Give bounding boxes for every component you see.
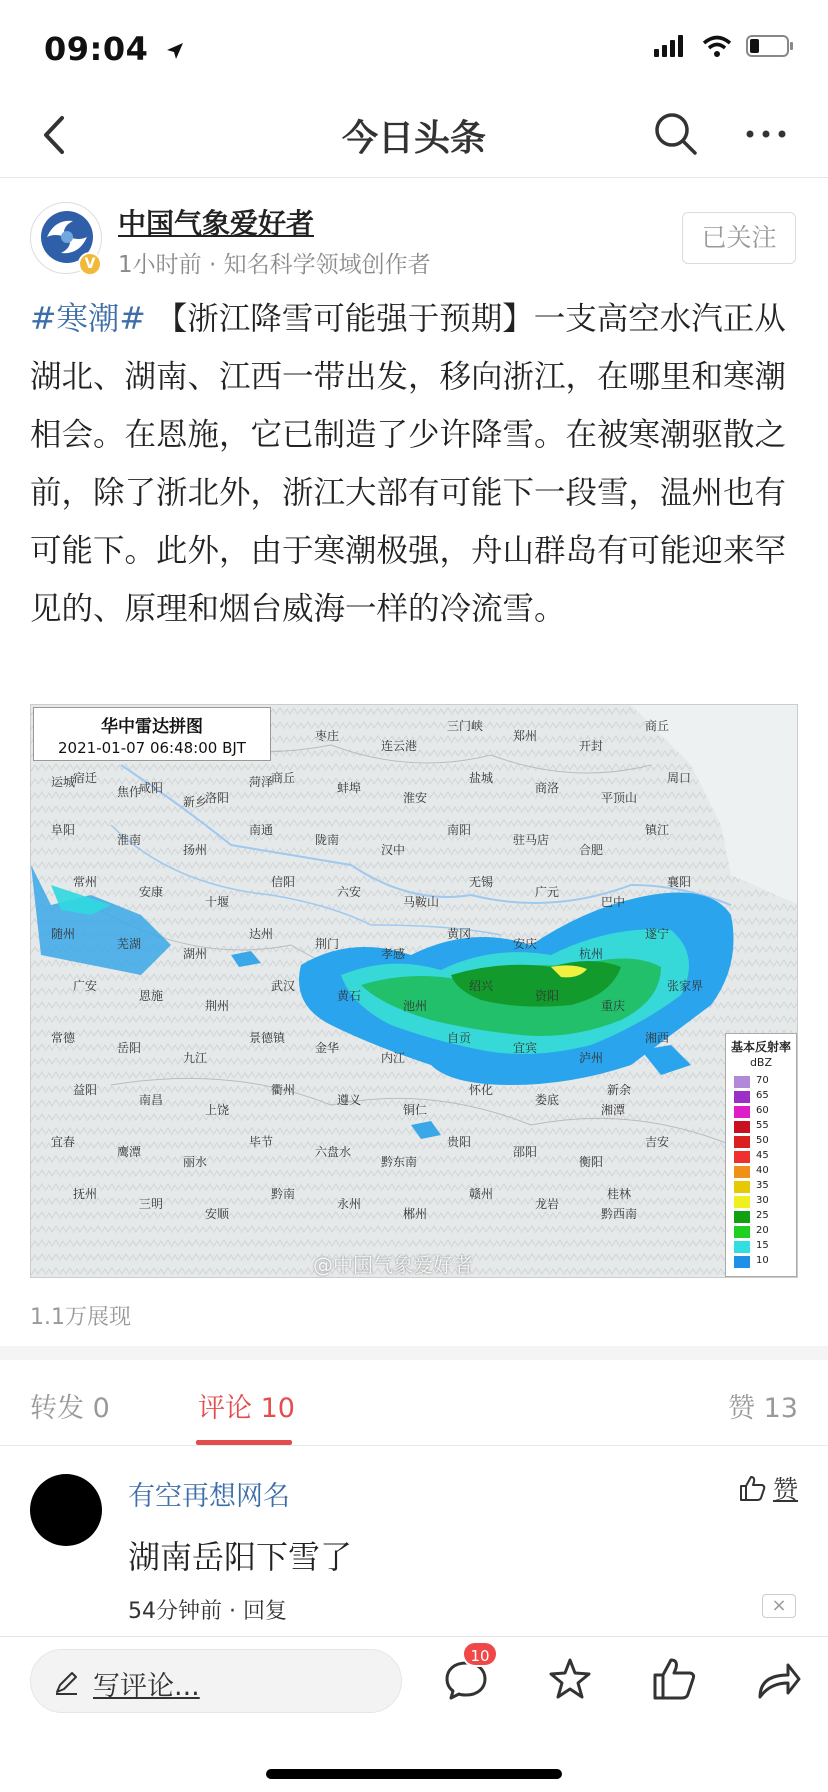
map-city-label: 益阳 [73,1083,98,1097]
bottom-action-bar [0,1636,828,1792]
location-arrow-icon [164,40,186,62]
pencil-icon [53,1668,81,1696]
map-city-label: 黄冈 [447,927,472,941]
map-city-label: 菏泽 [249,775,274,789]
map-time: 2021-01-07 06:48:00 BJT [58,739,246,757]
legend-value: 70 [756,1075,769,1086]
map-city-label: 宜宾 [513,1041,538,1055]
map-city-label: 荆门 [315,937,340,951]
comment-like-label: 赞 [772,1475,798,1504]
map-city-label: 郑州 [513,729,538,743]
map-city-label: 新余 [607,1083,632,1097]
map-city-label: 驻马店 [513,833,550,847]
legend-swatch [734,1226,750,1238]
share-icon[interactable] [752,1653,804,1705]
map-city-label: 扬州 [183,843,208,857]
map-city-label: 淮安 [403,791,428,805]
interaction-tabs [0,1360,828,1446]
legend-swatch [734,1136,750,1148]
legend-row [734,1076,794,1088]
map-city-label: 安康 [139,885,164,899]
legend-title: 基本反射率 [730,1040,791,1054]
legend-row [734,1106,794,1118]
map-city-label: 常德 [51,1031,76,1045]
map-city-label: 抚州 [73,1187,98,1201]
map-city-label: 洛阳 [205,791,230,805]
author-meta: 1小时前 · 知名科学领域创作者 [118,252,431,278]
map-city-label: 湘西 [645,1031,670,1045]
legend-row [734,1151,794,1163]
map-city-label: 黄石 [337,989,362,1003]
map-city-label: 毕节 [249,1135,274,1149]
map-city-label: 芜湖 [117,937,142,951]
tab-comments[interactable]: 评论 10 [198,1393,295,1424]
legend-row [734,1136,794,1148]
map-city-label: 遂宁 [645,927,670,941]
map-city-label: 金华 [315,1041,340,1055]
legend-swatch [734,1166,750,1178]
map-city-label: 黔西南 [601,1207,638,1221]
map-city-label: 平顶山 [601,791,638,805]
write-comment-input[interactable] [30,1649,402,1713]
map-city-label: 三明 [139,1197,164,1211]
map-city-label: 鹰潭 [117,1145,142,1159]
map-city-label: 安顺 [205,1207,230,1221]
nav-bar [0,94,828,178]
legend-row [734,1256,794,1268]
legend-swatch [734,1106,750,1118]
map-city-label: 内江 [381,1051,406,1065]
legend-swatch [734,1151,750,1163]
legend-value: 40 [756,1165,769,1176]
dismiss-comment-button[interactable]: × [762,1594,796,1618]
tab-forward[interactable]: 转发 0 [30,1393,110,1424]
map-city-label: 南阳 [447,823,472,837]
post-body [30,290,800,638]
map-city-label: 娄底 [535,1093,560,1107]
map-city-label: 淮南 [117,833,142,847]
map-city-label: 泸州 [579,1051,604,1065]
comment-item [0,1446,828,1636]
legend-value: 35 [756,1180,769,1191]
map-city-label: 龙岩 [535,1197,560,1211]
map-city-label: 马鞍山 [403,895,440,909]
legend-swatch [734,1076,750,1088]
signal-icon [654,35,688,57]
map-city-label: 郴州 [403,1207,428,1221]
commenter-name[interactable]: 有空再想网名 [128,1481,290,1512]
map-city-label: 武汉 [271,979,296,993]
map-city-label: 六安 [337,885,362,899]
legend-value: 50 [756,1135,769,1146]
map-city-label: 运城 [51,775,76,789]
post-text: 【浙江降雪可能强于预期】一支高空水汽正从湖北、湖南、江西一带出发，移向浙江，在哪里和寒潮相会。在恩施，它已制造了少许降雪。在被寒潮驱散之前，除了浙北外，浙江大部有可能下一段雪，温州也有可能下。此外，由于寒潮极强，舟山群岛有可能迎来罕见的、原理和烟台威海一样的冷流雪。 [30,301,787,627]
map-city-label: 贵阳 [447,1135,472,1149]
tab-likes[interactable]: 赞 13 [728,1393,798,1424]
legend-unit: dBZ [749,1056,773,1069]
map-city-label: 枣庄 [315,729,340,743]
radar-map-image[interactable] [30,704,798,1278]
status-icons [654,34,794,58]
map-city-label: 陇南 [315,833,340,847]
map-title-box [33,707,271,761]
map-city-label: 绍兴 [469,979,494,993]
map-city-label: 桂林 [607,1187,632,1201]
map-city-label: 咸阳 [139,781,164,795]
legend-swatch [734,1181,750,1193]
map-city-label: 无锡 [469,875,494,889]
map-city-label: 吉安 [645,1135,670,1149]
map-city-label: 常州 [73,875,98,889]
map-city-label: 景德镇 [249,1031,286,1045]
map-city-label: 自贡 [447,1031,472,1045]
map-city-label: 丽水 [183,1155,208,1169]
map-city-label: 遵义 [337,1093,362,1107]
map-city-label: 铜仁 [403,1103,428,1117]
map-city-label: 商丘 [645,719,670,733]
map-city-label: 安庆 [513,937,538,951]
map-city-label: 商丘 [271,771,296,785]
map-city-label: 湖州 [183,947,208,961]
legend-row [734,1226,794,1238]
map-title: 华中雷达拼图 [101,717,203,737]
legend-row [734,1196,794,1208]
map-city-label: 孝感 [381,947,406,961]
legend-swatch [734,1241,750,1253]
map-city-label: 资阳 [535,989,560,1003]
map-city-label: 宜春 [51,1135,76,1149]
map-city-label: 襄阳 [667,875,692,889]
comment-meta[interactable]: 54分钟前 · 回复 [128,1599,287,1624]
legend-value: 30 [756,1195,769,1206]
author-row [0,198,828,286]
author-name[interactable]: 中国气象爱好者 [118,207,315,240]
map-city-label: 镇江 [645,823,670,837]
legend-row [734,1091,794,1103]
tab-active-indicator [196,1440,292,1445]
map-city-label: 巴中 [601,895,626,909]
comment-text: 湖南岳阳下雪了 [128,1538,353,1576]
comment-count-badge: 10 [462,1641,498,1667]
map-city-label: 宿迁 [73,771,98,785]
watermark: @中国气象爱好者 [313,1253,473,1277]
home-indicator [266,1769,562,1779]
legend-swatch [734,1256,750,1268]
map-city-label: 三门峡 [447,719,484,733]
map-legend [725,1033,797,1277]
map-city-label: 南通 [249,823,274,837]
map-city-label: 蚌埠 [337,781,362,795]
thumbs-up-icon [737,1473,767,1503]
map-city-label: 衡阳 [579,1155,604,1169]
map-city-label: 池州 [403,999,428,1013]
map-city-label: 商洛 [535,781,560,795]
follow-button[interactable]: 已关注 [682,212,796,264]
map-city-label: 盐城 [469,771,494,785]
legend-swatch [734,1091,750,1103]
map-city-label: 荆州 [205,999,230,1013]
section-divider [0,1346,828,1360]
legend-value: 45 [756,1150,769,1161]
map-city-label: 合肥 [579,843,604,857]
commenter-avatar[interactable] [30,1474,102,1546]
map-city-label: 达州 [249,927,274,941]
verified-badge-icon: V [78,252,102,276]
impressions-count: 1.1万展现 [30,1305,131,1330]
legend-row [734,1181,794,1193]
legend-row [734,1166,794,1178]
legend-row [734,1211,794,1223]
wifi-icon [702,35,732,57]
map-city-label: 广安 [73,979,98,993]
clock: 09:04 [44,30,149,68]
hashtag-link[interactable]: #寒潮# [30,301,146,337]
map-city-label: 广元 [535,885,560,899]
map-city-label: 重庆 [601,999,626,1013]
map-city-label: 上饶 [205,1103,230,1117]
map-city-label: 岳阳 [117,1041,142,1055]
legend-value: 25 [756,1210,769,1221]
like-icon[interactable] [648,1653,700,1705]
legend-swatch [734,1121,750,1133]
legend-value: 60 [756,1105,769,1116]
map-city-label: 南昌 [139,1093,164,1107]
map-city-label: 张家界 [667,979,704,993]
map-city-label: 开封 [579,739,604,753]
write-comment-label: 写评论... [93,1671,200,1702]
map-city-label: 新乡 [183,795,208,809]
search-icon[interactable] [650,108,702,160]
map-city-label: 黔东南 [381,1155,418,1169]
map-city-label: 杭州 [579,947,604,961]
map-city-label: 六盘水 [315,1145,352,1159]
map-city-label: 衢州 [271,1083,296,1097]
legend-value: 10 [756,1255,769,1266]
page-title: 今日头条 [341,118,486,159]
status-time [44,30,186,68]
legend-row [734,1241,794,1253]
map-city-label: 怀化 [469,1083,494,1097]
legend-value: 20 [756,1225,769,1236]
legend-value: 55 [756,1120,769,1131]
map-city-label: 随州 [51,927,76,941]
battery-icon [746,34,794,58]
legend-value: 65 [756,1090,769,1101]
map-city-label: 十堰 [205,895,230,909]
legend-swatch [734,1211,750,1223]
more-icon[interactable] [740,108,792,160]
map-city-label: 阜阳 [51,823,76,837]
legend-row [734,1121,794,1133]
map-city-label: 连云港 [381,739,418,753]
map-city-label: 信阳 [271,875,296,889]
map-city-label: 赣州 [469,1187,494,1201]
map-city-label: 湘潭 [601,1103,626,1117]
comment-like-button[interactable] [737,1470,798,1506]
map-city-label: 汉中 [381,843,406,857]
legend-value: 15 [756,1240,769,1251]
map-city-label: 周口 [667,771,692,785]
map-city-label: 恩施 [139,989,164,1003]
map-city-label: 九江 [183,1051,208,1065]
map-city-label: 焦作 [117,785,142,799]
map-city-label: 黔南 [271,1187,296,1201]
star-icon[interactable] [544,1653,596,1705]
map-city-label: 永州 [337,1197,362,1211]
map-city-label: 邵阳 [513,1145,538,1159]
legend-swatch [734,1196,750,1208]
status-bar [0,0,828,94]
